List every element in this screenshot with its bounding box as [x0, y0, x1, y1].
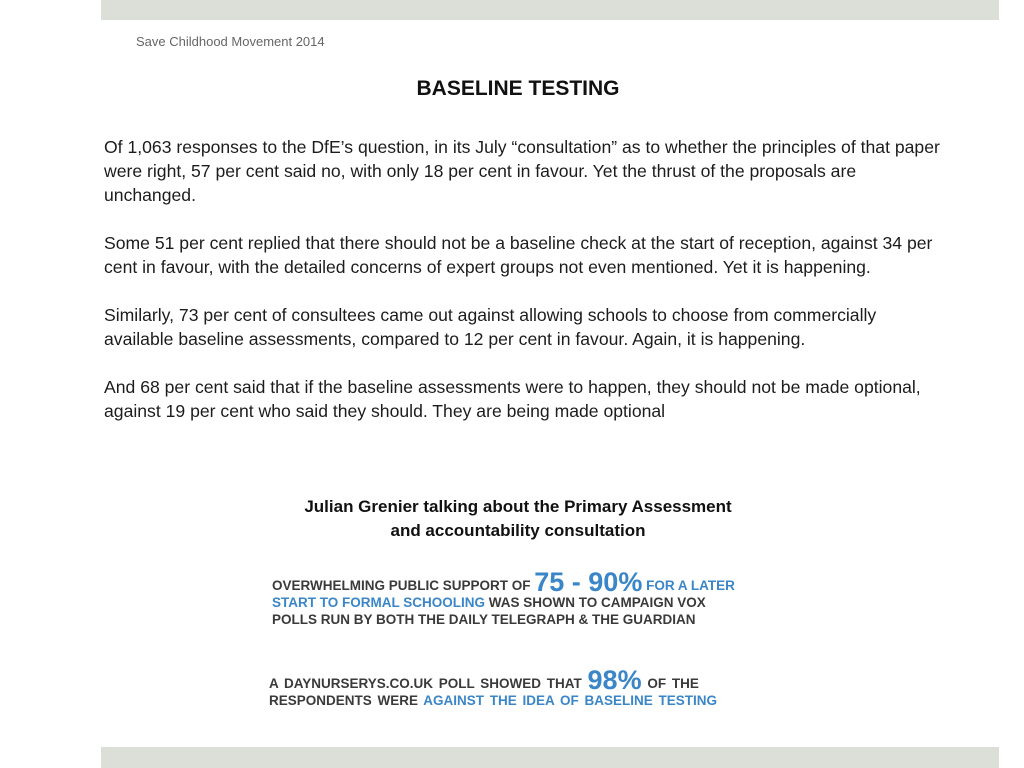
info1-line-3: POLLS RUN BY BOTH THE DAILY TELEGRAPH & THE GUARDIAN: [272, 612, 696, 627]
paragraph-2: Some 51 per cent replied that there should not be a baseline check at the start of reception, against 34 per cent in favour, with the detailed concerns of expert groups not even mentioned. Yet it is happening.: [104, 233, 933, 277]
info1-line1-text-a: OVERWHELMING PUBLIC SUPPORT OF: [272, 578, 535, 593]
slide-title: BASELINE TESTING: [416, 77, 620, 100]
header-note: Save Childhood Movement 2014: [136, 34, 325, 49]
paragraph-3: Similarly, 73 per cent of consultees came out against allowing schools to choose from commercially available baseline assessments, compared to 12 per cent in favour. Again, it is happening.: [104, 305, 877, 349]
caption: [0, 495, 1024, 543]
info2-line-2: [269, 692, 717, 709]
info2-line1-text-a: A DAYNURSERYS.CO.UK POLL SHOWED THAT: [269, 676, 588, 691]
info2-line2-text-a: RESPONDENTS WERE: [269, 693, 424, 708]
paragraph-4: And 68 per cent said that if the baseline assessments were to happen, they should not be made optional, against 19 per cent who said they should. They are being made optional: [104, 377, 921, 421]
paragraph-1: Of 1,063 responses to the DfE’s question, in its July “consultation” as to whether the principles of that paper were right, 57 per cent said no, with only 18 per cent in favour. Yet the thrust of the proposals are unchanged.: [104, 137, 940, 205]
caption-line-2: and accountability consultation: [390, 521, 646, 540]
info2-percentage: 98%: [587, 665, 642, 695]
caption-line-1: Julian Grenier talking about the Primary Assessment: [304, 497, 732, 516]
info1-line1-text-b: FOR A LATER: [642, 578, 735, 593]
bottom-decorative-band: [101, 747, 999, 768]
infographic-support-statement: [272, 567, 735, 628]
info1-line2-text-a: START TO FORMAL SCHOOLING: [272, 595, 485, 610]
info2-line1-text-b: OF THE: [641, 676, 699, 691]
infographic-poll-statement: [269, 665, 718, 709]
infographic-image: [258, 560, 785, 748]
top-decorative-band: [101, 0, 999, 20]
info1-line-1: [272, 567, 735, 597]
info2-line2-text-b: AGAINST THE IDEA OF BASELINE TESTING: [423, 693, 718, 708]
info1-line-2: [272, 594, 735, 611]
body-text: [104, 135, 944, 423]
info2-line-1: [269, 665, 717, 695]
info1-percentage: 75 - 90%: [534, 567, 643, 597]
info1-line2-text-b: WAS SHOWN TO CAMPAIGN VOX: [485, 595, 706, 610]
